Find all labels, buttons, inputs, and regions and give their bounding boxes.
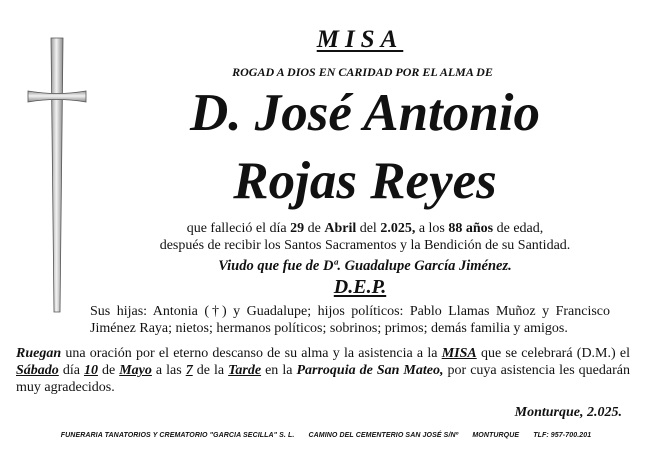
death-text: de edad, [493,221,544,236]
prayer-text: que se celebrará (D.M.) el [476,346,630,361]
footer-phone: TLF: 957-700.201 [533,432,592,439]
prayer-request [16,345,630,396]
mass-day: 10 [83,363,98,378]
prayer-text: de la [192,363,229,378]
sacraments-text: después de recibir los Santos Sacramentos y la Bendición de su Santidad. [159,238,571,253]
mass-title: MISA [316,26,404,53]
widower-line: Viudo que fue de Dª. Guadalupe García Jiménez. [218,258,512,274]
prayer-text: una oración por el eterno descanso de su alma y la asistencia a la [61,346,442,361]
latin-cross-icon [26,36,88,314]
dep-heading: D.E.P. [333,276,387,298]
footer-address: CAMINO DEL CEMENTERIO SAN JOSÉ S/Nº [308,432,459,439]
death-details [120,220,610,254]
death-age: 88 años [448,221,494,236]
footer-company: FUNERARIA TANATORIOS Y CREMATORIO "GARCIA SECILLA" S. L. [60,432,295,439]
misa-word: MISA [441,346,477,361]
mass-month: Mayo [119,363,152,378]
footer-town: MONTURQUE [472,432,520,439]
prayer-text: por cuya asistencia les quedarán muy agradecidos. [16,363,630,395]
place-date: Monturque, 2.025. [514,405,622,420]
subtitle: ROGAD A DIOS EN CARIDAD POR EL ALMA DE [232,65,493,79]
death-text: del [356,221,381,236]
ruegan-word: Ruegan [16,346,62,361]
death-text: de [304,221,325,236]
church-name: Parroquia de San Mateo, [296,363,444,378]
death-month: Abril [324,221,357,236]
deceased-name-line1: D. José Antonio [190,84,540,142]
prayer-text: día [58,363,84,378]
footer [0,432,652,439]
mass-day-name: Sábado [16,363,59,378]
prayer-text: a las [151,363,186,378]
mass-period: Tarde [228,363,262,378]
death-day: 29 [290,221,305,236]
prayer-text: en la [261,363,297,378]
death-text: que falleció el día [186,221,291,236]
prayer-text: de [97,363,120,378]
death-year: 2.025, [380,221,416,236]
death-text: a los [415,221,449,236]
mass-hour: 7 [185,363,193,378]
family-list: Sus hijas: Antonia (†) y Guadalupe; hijos políticos: Pablo Llamas Muñoz y Francisco Jiménez Raya; nietos; hermanos políticos; sobrinos; primos; demás familia y amigos. [90,304,610,336]
deceased-name-line2: Rojas Reyes [233,152,497,210]
